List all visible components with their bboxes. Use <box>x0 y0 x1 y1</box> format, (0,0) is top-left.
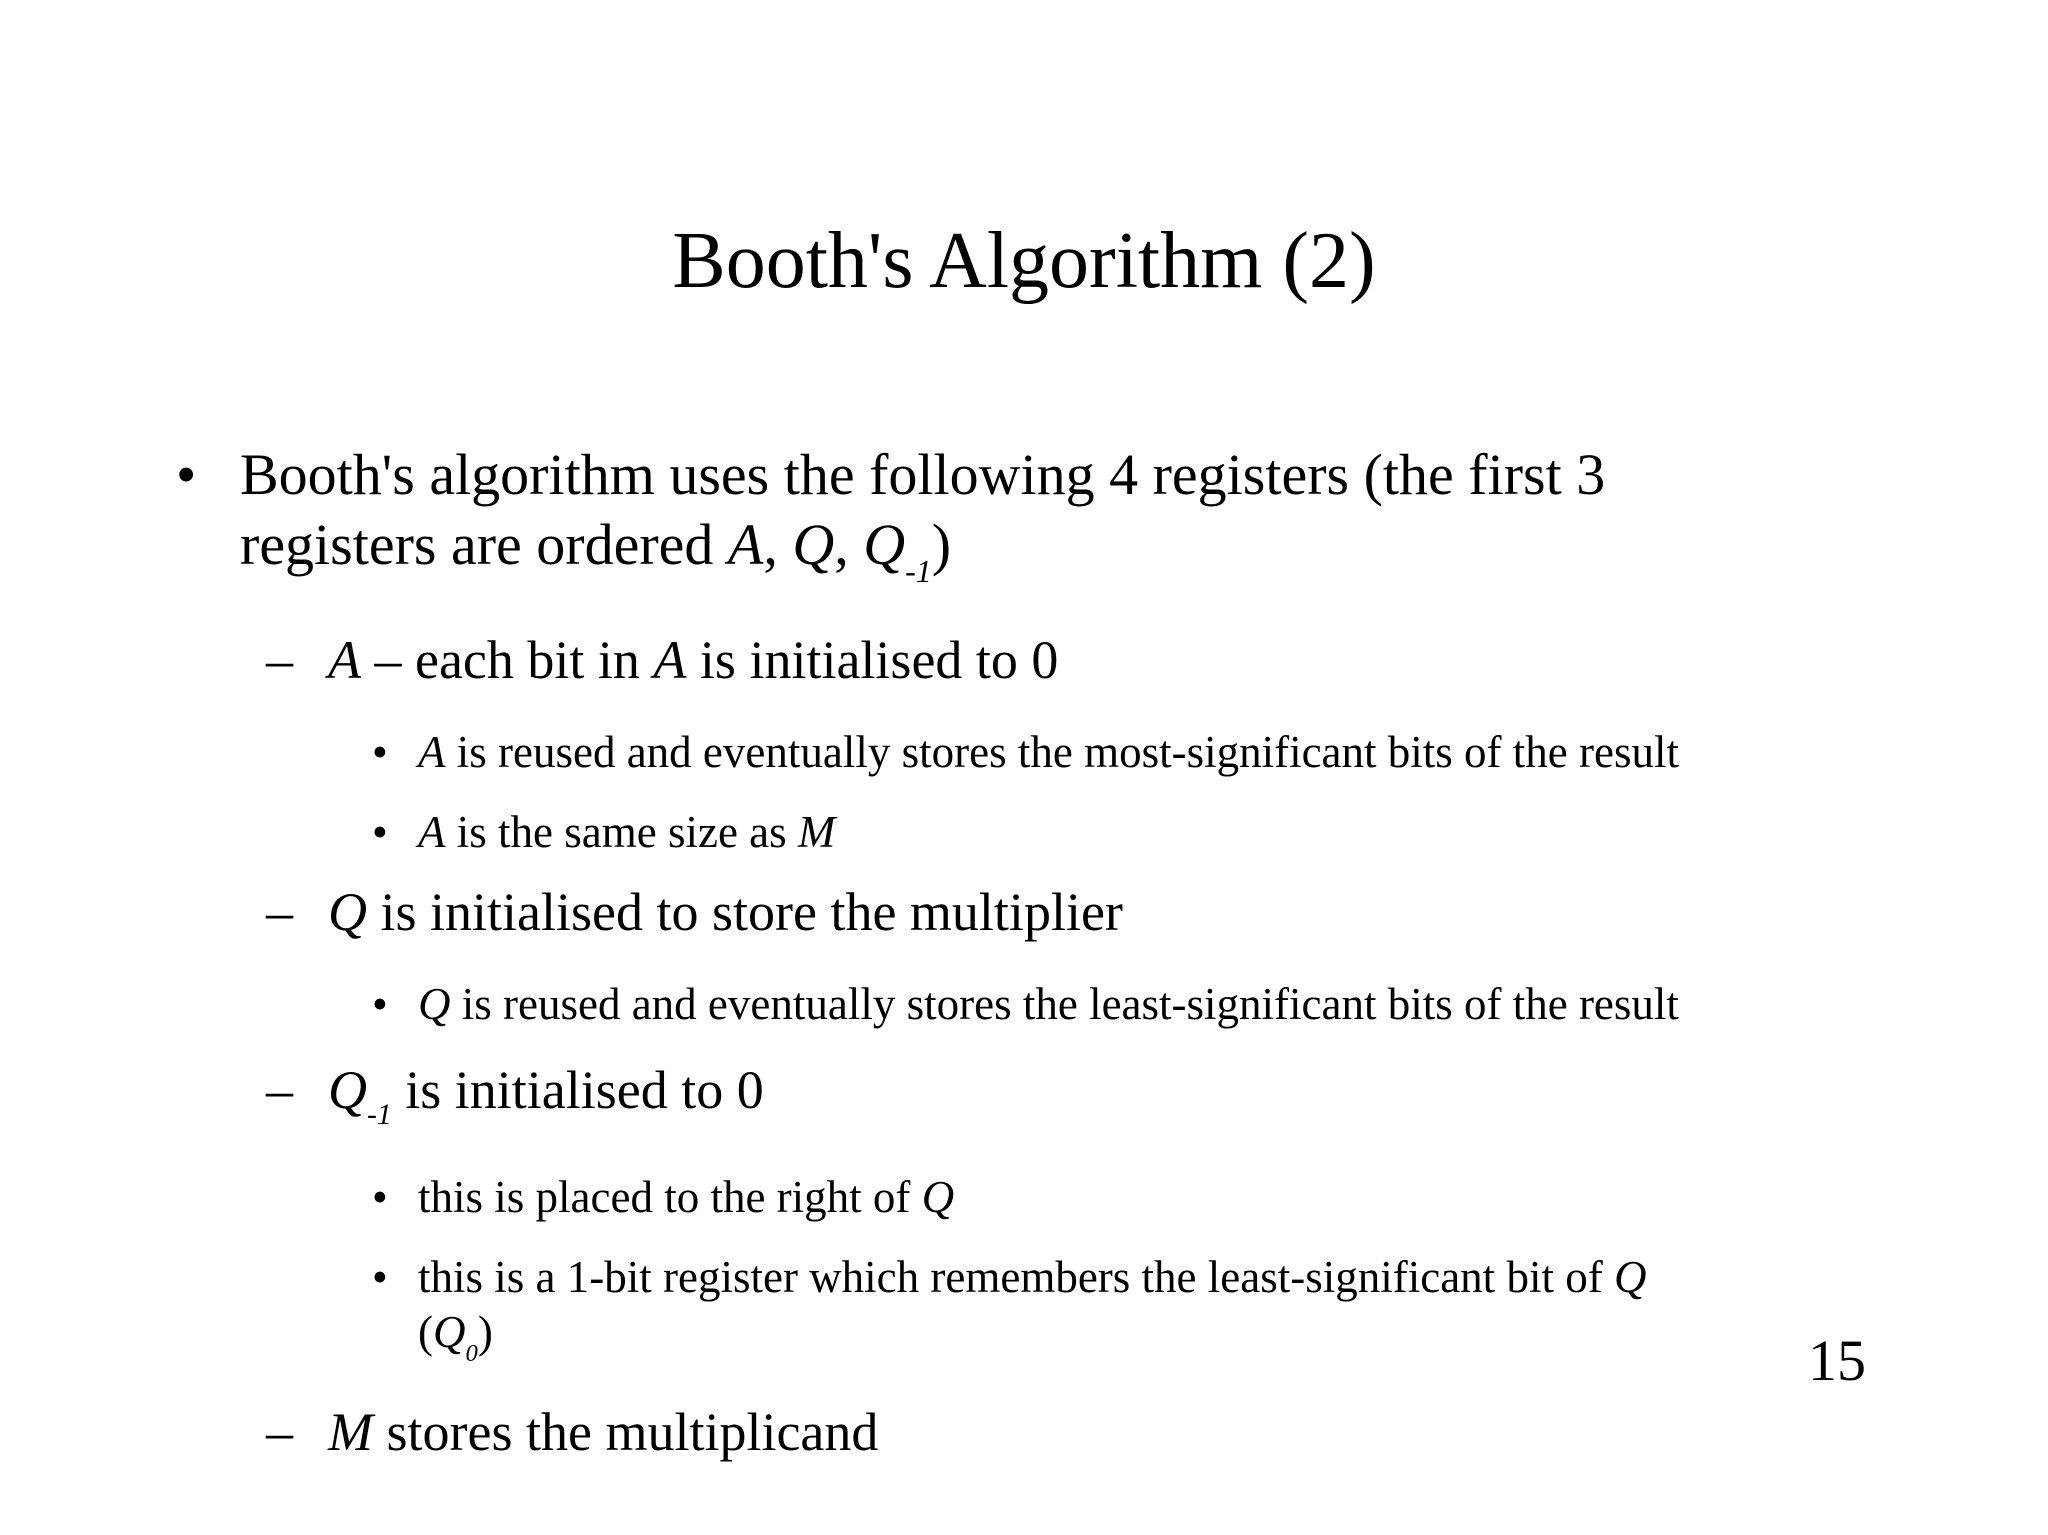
var-q-minus-1: Q <box>863 512 906 577</box>
var-q-minus-1: Q <box>328 1060 367 1120</box>
var-q: Q <box>1613 1252 1647 1302</box>
dash-icon: – <box>266 1402 293 1462</box>
separator: , <box>834 512 864 577</box>
slide-title: Booth's Algorithm (2) <box>672 217 1376 305</box>
sub-sub-bullet-q1-remembers <box>418 1250 1646 1304</box>
var-q: Q <box>418 979 451 1029</box>
subscript: -1 <box>367 1099 392 1132</box>
sub-bullet-m <box>328 1400 878 1464</box>
var-m: M <box>797 807 836 857</box>
bullet-icon: • <box>372 807 388 857</box>
bullet-icon: • <box>372 1172 388 1222</box>
sub-bullet-a <box>328 628 1058 692</box>
text: – each bit in <box>361 630 654 690</box>
var-q: Q <box>921 1172 955 1222</box>
dash-icon: – <box>266 882 293 942</box>
registers-order-text: registers are ordered <box>240 512 728 577</box>
text: is reused and eventually stores the most-significant bits of the result <box>445 727 1679 777</box>
text: is initialised to 0 <box>686 630 1059 690</box>
text: is initialised to 0 <box>391 1060 764 1120</box>
sub-bullet-q <box>328 880 1123 944</box>
close-paren: ) <box>931 512 952 577</box>
sub-sub-bullet-a-reused <box>418 725 1679 779</box>
var-a: A <box>418 807 446 857</box>
var-m: M <box>328 1402 373 1462</box>
subscript: 0 <box>465 1339 478 1367</box>
var-q: Q <box>792 512 835 577</box>
sub-sub-bullet-q-reused <box>418 977 1679 1031</box>
text: is initialised to store the multiplier <box>367 882 1123 942</box>
sub-sub-bullet-q1-placed <box>418 1170 954 1224</box>
sub-sub-bullet-a-size <box>418 805 835 859</box>
bullet-icon: • <box>176 442 197 507</box>
var-a: A <box>418 727 446 777</box>
text: is the same size as <box>445 807 798 857</box>
sub-sub-bullet-q1-remembers-line2 <box>418 1305 493 1367</box>
text: this is placed to the right of <box>418 1172 922 1222</box>
bullet-registers-line2 <box>240 510 951 589</box>
text: is reused and eventually stores the least-significant bits of the result <box>450 979 1679 1029</box>
dash-icon: – <box>266 1060 293 1120</box>
bullet-icon: • <box>372 979 388 1029</box>
separator: , <box>763 512 793 577</box>
text: this is a 1-bit register which remembers the least-significant bit of <box>418 1252 1614 1302</box>
bullet-icon: • <box>372 1252 388 1302</box>
bullet-registers-line1: Booth's algorithm uses the following 4 registers (the first 3 <box>240 442 1606 507</box>
dash-icon: – <box>266 630 293 690</box>
subscript: -1 <box>905 553 932 589</box>
var-a: A <box>328 630 361 690</box>
page-number: 15 <box>1808 1328 1866 1393</box>
var-a: A <box>653 630 687 690</box>
var-a: A <box>727 512 764 577</box>
close-paren: ) <box>477 1307 493 1357</box>
sub-bullet-q-minus-1 <box>328 1058 764 1131</box>
text: stores the multiplicand <box>372 1402 879 1462</box>
var-q: Q <box>433 1307 466 1357</box>
var-q: Q <box>328 882 367 942</box>
bullet-icon: • <box>372 727 388 777</box>
open-paren: ( <box>418 1307 433 1357</box>
